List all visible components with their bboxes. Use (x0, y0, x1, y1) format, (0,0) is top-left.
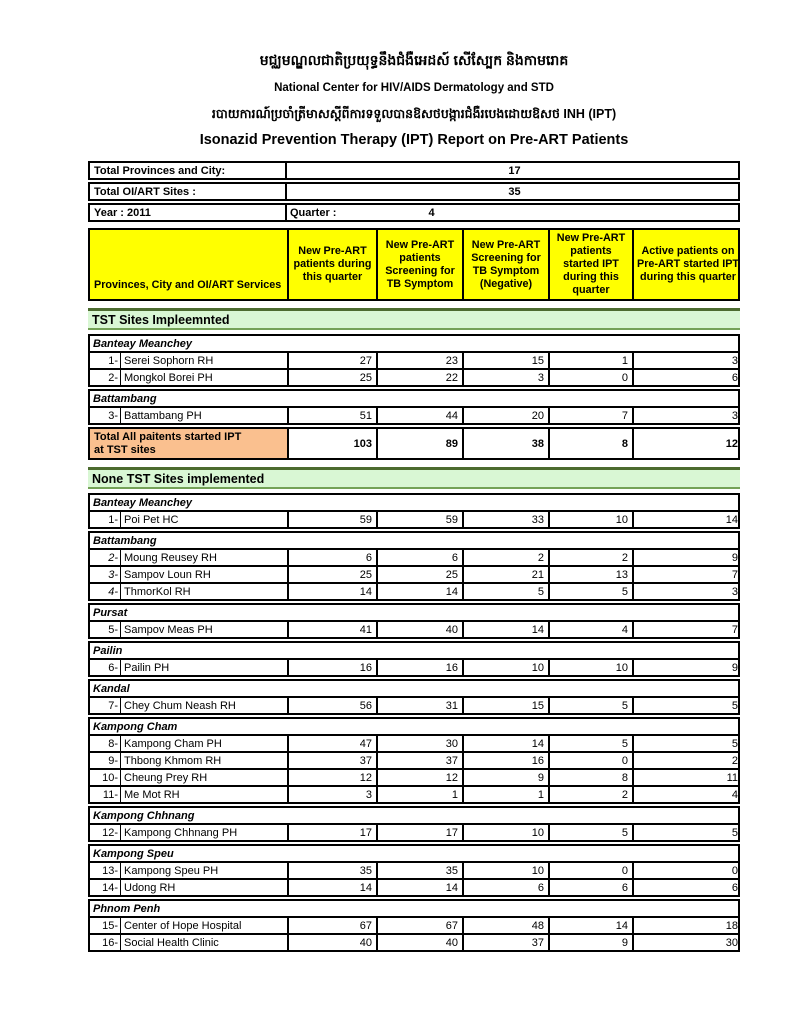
section-title-band: TST Sites Impleemnted (88, 308, 740, 330)
value-cell: 9 (632, 550, 742, 565)
total-row-label (90, 429, 287, 458)
site-number-cell: 3- (108, 409, 118, 422)
value-cell: 9 (632, 660, 742, 675)
value-cell: 40 (376, 935, 462, 950)
value-cell: 3 (632, 353, 742, 368)
value-cell: 59 (376, 512, 462, 527)
province-group (88, 806, 740, 842)
province-name-row: Battambang (88, 389, 740, 408)
value-cell: 3 (462, 370, 548, 385)
column-header: New Pre-ART patients started IPT during this quarter (548, 230, 632, 299)
site-name-cell: Thbong Khmom RH (120, 753, 287, 768)
province-group (88, 899, 740, 952)
value-cell: 51 (287, 408, 376, 423)
site-data-row (88, 878, 740, 897)
value-cell: 37 (376, 753, 462, 768)
province-group (88, 603, 740, 639)
value-cell: 14 (376, 880, 462, 895)
value-cell: 40 (287, 935, 376, 950)
site-name-cell: Moung Reusey RH (120, 550, 287, 565)
site-data-row (88, 861, 740, 880)
value-cell: 14 (287, 880, 376, 895)
province-group (88, 334, 740, 387)
total-value-cell: 12 (632, 429, 742, 458)
site-number-cell: 7- (108, 699, 118, 712)
value-cell: 1 (462, 787, 548, 802)
site-data-row (88, 351, 740, 370)
province-group (88, 679, 740, 715)
value-cell: 35 (376, 863, 462, 878)
site-number-cell: 15- (102, 919, 118, 932)
site-name-cell: Sampov Loun RH (120, 567, 287, 582)
value-cell: 10 (462, 660, 548, 675)
report-title: Isonazid Prevention Therapy (IPT) Report on Pre-ART Patients (199, 132, 629, 148)
report-header (88, 0, 740, 148)
value-cell: 0 (632, 863, 742, 878)
value-cell: 25 (376, 567, 462, 582)
site-number-cell: 14- (102, 881, 118, 894)
province-group (88, 389, 740, 425)
value-cell: 15 (462, 698, 548, 713)
org-name-english: National Center for HIV/AIDS Dermatology and STD (274, 82, 554, 94)
site-number-cell: 4- (108, 585, 118, 598)
site-name-cell: Battambang PH (120, 408, 287, 423)
value-cell: 8 (548, 770, 632, 785)
site-data-row (88, 916, 740, 935)
total-sites-row (88, 182, 740, 201)
value-cell: 33 (462, 512, 548, 527)
site-number-cell: 10- (102, 771, 118, 784)
total-provinces-row (88, 161, 740, 180)
province-name-row: Kampong Speu (88, 844, 740, 863)
site-name-cell: ThmorKol RH (120, 584, 287, 599)
column-header: New Pre-ART patients Screening for TB Symptom (376, 230, 462, 299)
site-name-cell: Mongkol Borei PH (120, 370, 287, 385)
site-number-cell: 9- (108, 754, 118, 767)
province-name-row: Kandal (88, 679, 740, 698)
value-cell: 40 (376, 622, 462, 637)
value-cell: 48 (462, 918, 548, 933)
value-cell: 5 (548, 736, 632, 751)
site-number-cell: 12- (102, 826, 118, 839)
site-name-cell: Sampov Meas PH (120, 622, 287, 637)
value-cell: 27 (287, 353, 376, 368)
site-name-cell: Kampong Speu PH (120, 863, 287, 878)
province-name-row: Battambang (88, 531, 740, 550)
value-cell: 2 (548, 550, 632, 565)
column-header-provinces: Provinces, City and OI/ART Services (94, 279, 282, 291)
value-cell: 7 (548, 408, 632, 423)
site-name-cell: Poi Pet HC (120, 512, 287, 527)
value-cell: 10 (548, 660, 632, 675)
total-row (88, 427, 740, 460)
value-cell: 6 (376, 550, 462, 565)
value-cell: 2 (462, 550, 548, 565)
total-value-cell: 38 (462, 429, 548, 458)
table-column-headers (88, 228, 740, 301)
site-name-cell: Kampong Chhnang PH (120, 825, 287, 840)
site-name-cell: Social Health Clinic (120, 935, 287, 950)
site-data-row (88, 582, 740, 601)
value-cell: 14 (462, 736, 548, 751)
site-data-row (88, 510, 740, 529)
province-name-row: Pailin (88, 641, 740, 660)
year-label: Year : 2011 (90, 205, 287, 220)
value-cell: 14 (462, 622, 548, 637)
value-cell: 16 (287, 660, 376, 675)
province-name-row: Banteay Meanchey (88, 493, 740, 512)
value-cell: 30 (376, 736, 462, 751)
value-cell: 2 (632, 753, 742, 768)
site-number-cell: 8- (108, 737, 118, 750)
year-quarter-row (88, 203, 740, 222)
value-cell: 37 (462, 935, 548, 950)
site-number-cell: 1- (108, 513, 118, 526)
value-cell: 5 (462, 584, 548, 599)
value-cell: 18 (632, 918, 742, 933)
province-group (88, 717, 740, 804)
site-number-cell: 16- (102, 936, 118, 949)
site-name-cell: Udong RH (120, 880, 287, 895)
total-value-cell: 8 (548, 429, 632, 458)
value-cell: 2 (548, 787, 632, 802)
value-cell: 7 (632, 622, 742, 637)
value-cell: 44 (376, 408, 462, 423)
site-number-cell: 5- (108, 623, 118, 636)
column-header: New Pre-ART Screening for TB Symptom (Negative) (462, 230, 548, 299)
value-cell: 21 (462, 567, 548, 582)
value-cell: 0 (548, 753, 632, 768)
value-cell: 10 (462, 863, 548, 878)
value-cell: 16 (462, 753, 548, 768)
value-cell: 11 (632, 770, 742, 785)
total-sites-label: Total OI/ART Sites : (90, 184, 287, 199)
site-data-row (88, 548, 740, 567)
site-number-cell: 1- (108, 354, 118, 367)
value-cell: 12 (376, 770, 462, 785)
site-number-cell: 6- (108, 661, 118, 674)
total-label-line: Total All paitents started IPT (94, 430, 242, 443)
value-cell: 30 (632, 935, 742, 950)
value-cell: 47 (287, 736, 376, 751)
value-cell: 3 (632, 584, 742, 599)
site-name-cell: Kampong Cham PH (120, 736, 287, 751)
site-name-cell: Center of Hope Hospital (120, 918, 287, 933)
site-name-cell: Serei Sophorn RH (120, 353, 287, 368)
summary-block (88, 161, 740, 222)
province-name-row: Kampong Cham (88, 717, 740, 736)
value-cell: 22 (376, 370, 462, 385)
value-cell: 17 (287, 825, 376, 840)
site-number-cell: 11- (102, 788, 118, 801)
value-cell: 20 (462, 408, 548, 423)
value-cell: 16 (376, 660, 462, 675)
total-value-cell: 89 (376, 429, 462, 458)
value-cell: 5 (632, 736, 742, 751)
province-name-row: Banteay Meanchey (88, 334, 740, 353)
site-number-cell: 2- (108, 551, 118, 564)
value-cell: 3 (632, 408, 742, 423)
province-group (88, 844, 740, 897)
khmer-org-title: មជ្ឈមណ្ឌលជាតិប្រយុទ្ធនឹងជំងឺអេដស៍ សើស្បែក និងកាមរោគ (259, 52, 569, 68)
value-cell: 6 (548, 880, 632, 895)
value-cell: 5 (548, 698, 632, 713)
section-title-band: None TST Sites implemented (88, 467, 740, 489)
site-number-cell: 2- (108, 371, 118, 384)
value-cell: 4 (548, 622, 632, 637)
province-name-row: Phnom Penh (88, 899, 740, 918)
value-cell: 67 (287, 918, 376, 933)
total-provinces-value: 17 (508, 164, 521, 177)
site-data-row (88, 768, 740, 787)
total-provinces-label: Total Provinces and City: (90, 163, 287, 178)
value-cell: 67 (376, 918, 462, 933)
value-cell: 25 (287, 370, 376, 385)
value-cell: 5 (548, 584, 632, 599)
province-group (88, 641, 740, 677)
site-name-cell: Chey Chum Neash RH (120, 698, 287, 713)
value-cell: 14 (632, 512, 742, 527)
value-cell: 6 (632, 880, 742, 895)
value-cell: 5 (548, 825, 632, 840)
site-data-row (88, 658, 740, 677)
value-cell: 9 (548, 935, 632, 950)
site-number-cell: 3- (108, 568, 118, 581)
quarter-value: 4 (428, 206, 435, 219)
site-data-row (88, 933, 740, 952)
value-cell: 6 (287, 550, 376, 565)
site-data-row (88, 751, 740, 770)
value-cell: 59 (287, 512, 376, 527)
site-data-row (88, 823, 740, 842)
quarter-label: Quarter : (290, 206, 337, 219)
table-sections (88, 308, 740, 952)
value-cell: 14 (548, 918, 632, 933)
site-name-cell: Cheung Prey RH (120, 770, 287, 785)
value-cell: 15 (462, 353, 548, 368)
site-data-row (88, 368, 740, 387)
value-cell: 35 (287, 863, 376, 878)
value-cell: 41 (287, 622, 376, 637)
report-page (88, 0, 740, 952)
site-data-row (88, 785, 740, 804)
site-data-row (88, 406, 740, 425)
value-cell: 10 (548, 512, 632, 527)
value-cell: 37 (287, 753, 376, 768)
total-label-line: at TST sites (94, 443, 156, 456)
site-name-cell: Me Mot RH (120, 787, 287, 802)
value-cell: 0 (548, 863, 632, 878)
column-header: Active patients on Pre-ART started IPT during this quarter (632, 230, 742, 299)
value-cell: 1 (376, 787, 462, 802)
value-cell: 1 (548, 353, 632, 368)
value-cell: 12 (287, 770, 376, 785)
value-cell: 56 (287, 698, 376, 713)
khmer-report-subtitle: របាយការណ៍ប្រចាំត្រីមាសស្តីពីការទទួលបានឱសថបង្ការជំងឺរបេងដោយឱសថ INH (IPT) (211, 107, 617, 121)
value-cell: 3 (287, 787, 376, 802)
site-data-row (88, 565, 740, 584)
value-cell: 31 (376, 698, 462, 713)
value-cell: 7 (632, 567, 742, 582)
value-cell: 9 (462, 770, 548, 785)
province-name-row: Kampong Chhnang (88, 806, 740, 825)
value-cell: 6 (632, 370, 742, 385)
value-cell: 5 (632, 825, 742, 840)
value-cell: 14 (376, 584, 462, 599)
site-data-row (88, 620, 740, 639)
value-cell: 13 (548, 567, 632, 582)
province-group (88, 531, 740, 601)
value-cell: 5 (632, 698, 742, 713)
value-cell: 17 (376, 825, 462, 840)
province-name-row: Pursat (88, 603, 740, 622)
province-group (88, 493, 740, 529)
value-cell: 6 (462, 880, 548, 895)
column-header: New Pre-ART patients during this quarter (287, 230, 376, 299)
value-cell: 23 (376, 353, 462, 368)
value-cell: 10 (462, 825, 548, 840)
value-cell: 4 (632, 787, 742, 802)
site-data-row (88, 734, 740, 753)
value-cell: 14 (287, 584, 376, 599)
total-sites-value: 35 (508, 185, 521, 198)
site-name-cell: Pailin PH (120, 660, 287, 675)
total-value-cell: 103 (287, 429, 376, 458)
value-cell: 25 (287, 567, 376, 582)
value-cell: 0 (548, 370, 632, 385)
site-data-row (88, 696, 740, 715)
site-number-cell: 13- (102, 864, 118, 877)
